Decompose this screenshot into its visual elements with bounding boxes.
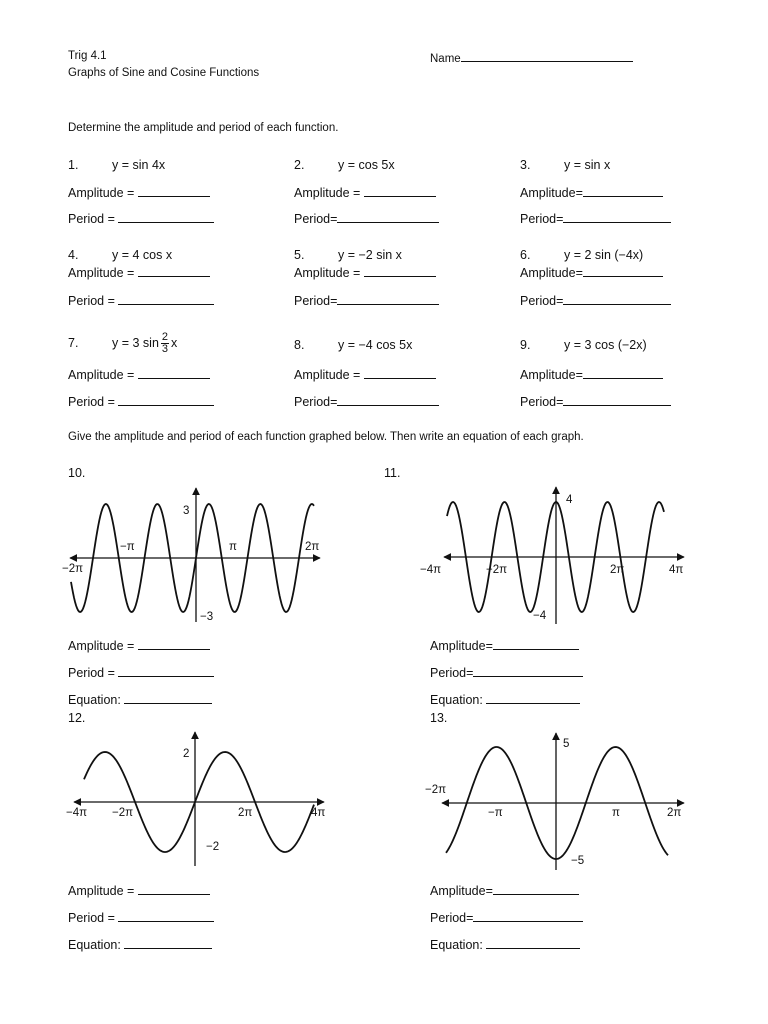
problem-3: 3. y = sin x xyxy=(520,158,611,172)
problem-4: 4. y = 4 cos x xyxy=(68,248,173,262)
amplitude-answer-4[interactable]: Amplitude = xyxy=(68,265,210,280)
equation-answer-10[interactable]: Equation: xyxy=(68,692,212,707)
graph-12 xyxy=(66,732,325,866)
graph-12-tick-x-mid-pos: 2π xyxy=(238,807,253,819)
graph-10-tick-x-left: −2π xyxy=(62,563,84,575)
graph-12-tick-y-top: 2 xyxy=(183,748,190,760)
part1-directions: Determine the amplitude and period of each function. xyxy=(68,122,339,134)
problem-8: 8. y = −4 cos 5x xyxy=(294,338,413,352)
period-answer-2[interactable]: Period= xyxy=(294,211,439,226)
graph-10-tick-x-mid-neg: −π xyxy=(120,541,135,553)
problem-9: 9. y = 3 cos (−2x) xyxy=(520,338,647,352)
graph-13-tick-y-top: 5 xyxy=(563,738,570,750)
graph-number-10: 10. xyxy=(68,466,86,480)
graph-10-tick-x-right: 2π xyxy=(305,541,320,553)
amplitude-answer-10[interactable]: Amplitude = xyxy=(68,638,210,653)
amplitude-answer-8[interactable]: Amplitude = xyxy=(294,367,436,382)
amplitude-answer-9[interactable]: Amplitude= xyxy=(520,367,663,382)
graph-12-tick-y-bottom: −2 xyxy=(206,841,220,853)
period-answer-3[interactable]: Period= xyxy=(520,211,671,226)
amplitude-answer-3[interactable]: Amplitude= xyxy=(520,185,663,200)
amplitude-answer-6[interactable]: Amplitude= xyxy=(520,265,663,280)
graph-10-tick-y-top: 3 xyxy=(183,505,190,517)
name-label: Name xyxy=(430,53,461,65)
amplitude-answer-5[interactable]: Amplitude = xyxy=(294,265,436,280)
period-answer-1[interactable]: Period = xyxy=(68,211,214,226)
graph-13-tick-x-mid-neg: −π xyxy=(488,807,503,819)
graph-12-tick-x-left: −4π xyxy=(66,807,88,819)
amplitude-answer-13[interactable]: Amplitude= xyxy=(430,883,579,898)
graph-12-tick-x-mid-neg: −2π xyxy=(112,807,134,819)
graph-11-tick-x-right: 4π xyxy=(669,564,684,576)
graph-13-tick-x-mid-pos: π xyxy=(612,807,620,819)
graph-11-tick-x-mid-pos: 2π xyxy=(610,564,625,576)
period-answer-12[interactable]: Period = xyxy=(68,910,214,925)
course-label: Trig 4.1 xyxy=(68,50,107,62)
period-answer-9[interactable]: Period= xyxy=(520,394,671,409)
graph-13-tick-x-left: −2π xyxy=(425,784,447,796)
period-answer-7[interactable]: Period = xyxy=(68,394,214,409)
period-answer-6[interactable]: Period= xyxy=(520,293,671,308)
problem-7: 7. y = 3 sin $\frac{2}{3}$ x xyxy=(68,331,178,355)
graph-12-tick-x-right: 4π xyxy=(311,807,326,819)
equation-answer-12[interactable]: Equation: xyxy=(68,937,212,952)
amplitude-answer-12[interactable]: Amplitude = xyxy=(68,883,210,898)
period-answer-5[interactable]: Period= xyxy=(294,293,439,308)
part2-directions: Give the amplitude and period of each function graphed below. Then write an equation of each graph. xyxy=(68,431,584,443)
problem-1: 1. y = sin 4x xyxy=(68,158,166,172)
graph-11-tick-y-top: 4 xyxy=(566,494,573,506)
period-answer-4[interactable]: Period = xyxy=(68,293,214,308)
worksheet-title: Graphs of Sine and Cosine Functions xyxy=(68,67,260,79)
graph-number-11: 11. xyxy=(384,466,401,480)
equation-answer-13[interactable]: Equation: xyxy=(430,937,580,952)
graph-11-tick-x-left: −4π xyxy=(420,564,442,576)
amplitude-answer-2[interactable]: Amplitude = xyxy=(294,185,436,200)
graph-number-12: 12. xyxy=(68,711,86,725)
graph-11-tick-x-mid-neg: −2π xyxy=(486,564,508,576)
graph-11 xyxy=(420,487,684,624)
fraction-two-thirds: $\frac{2}{3}$ xyxy=(161,331,169,355)
problem-6: 6. y = 2 sin (−4x) xyxy=(520,248,644,262)
graph-number-13: 13. xyxy=(430,711,448,725)
graph-13 xyxy=(425,733,684,870)
graph-10 xyxy=(62,488,320,623)
amplitude-answer-1[interactable]: Amplitude = xyxy=(68,185,210,200)
graph-13-tick-x-right: 2π xyxy=(667,807,682,819)
amplitude-answer-7[interactable]: Amplitude = xyxy=(68,367,210,382)
graph-10-tick-x-mid-pos: π xyxy=(229,541,237,553)
graph-10-tick-y-bottom: −3 xyxy=(200,611,214,623)
problem-2: 2. y = cos 5x xyxy=(294,158,395,172)
graph-13-tick-y-bottom: −5 xyxy=(571,855,585,867)
equation-answer-11[interactable]: Equation: xyxy=(430,692,580,707)
amplitude-answer-11[interactable]: Amplitude= xyxy=(430,638,579,653)
graph-11-tick-y-bottom: −4 xyxy=(533,610,547,622)
problem-5: 5. y = −2 sin x xyxy=(294,248,402,262)
period-answer-8[interactable]: Period= xyxy=(294,394,439,409)
period-answer-11[interactable]: Period= xyxy=(430,665,583,680)
period-answer-10[interactable]: Period = xyxy=(68,665,214,680)
period-answer-13[interactable]: Period= xyxy=(430,910,583,925)
